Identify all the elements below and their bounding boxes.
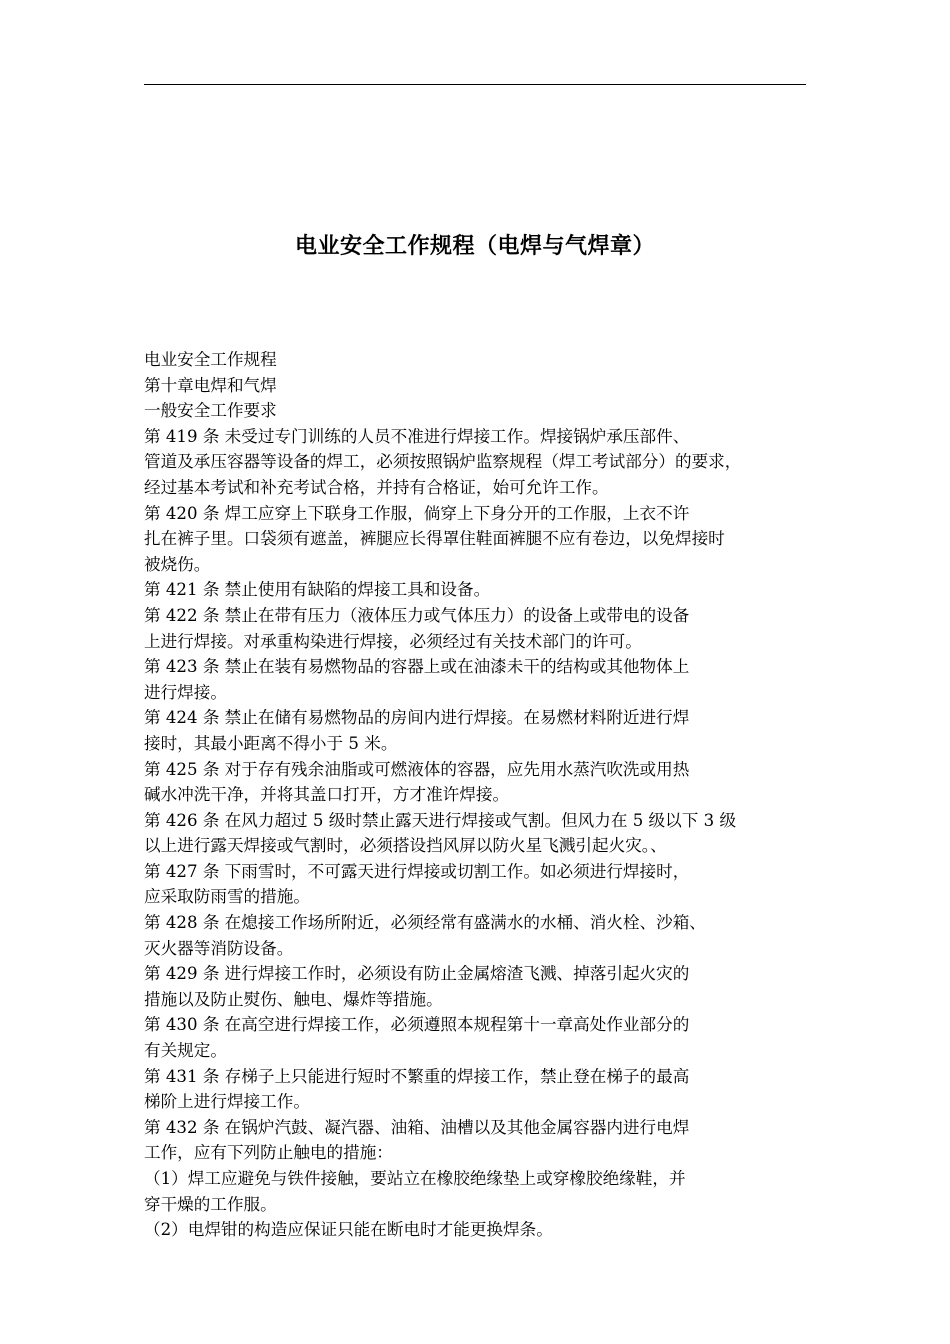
- body-line: 管道及承压容器等设备的焊工，必须按照锅炉监察规程（焊工考试部分）的要求，: [144, 452, 742, 472]
- header-rule: [144, 84, 806, 85]
- body-line: 梯阶上进行焊接工作。: [144, 1092, 310, 1112]
- body-line: 第 426 条 在风力超过 5 级时禁止露天进行焊接或气割。但风力在 5 级以下 3 级: [144, 810, 737, 830]
- body-line: 第 422 条 禁止在带有压力（液体压力或气体压力）的设备上或带电的设备: [144, 605, 690, 625]
- body-line: 措施以及防止熨伤、触电、爆炸等措施。: [144, 989, 443, 1009]
- body-line: 电业安全工作规程: [144, 350, 277, 369]
- body-line: 灭火器等消防设备。: [144, 938, 294, 958]
- body-line: 接时，其最小距离不得小于 5 米。: [144, 733, 398, 753]
- body-line: 进行焊接。: [144, 682, 227, 702]
- body-line: 第 430 条 在高空进行焊接工作，必须遵照本规程第十一章高处作业部分的: [144, 1015, 690, 1035]
- body-line: （1）焊工应避免与铁件接触，要站立在橡胶绝缘垫上或穿橡胶绝缘鞋，并: [144, 1169, 686, 1188]
- body-line: 经过基本考试和补充考试合格，并持有合格证，始可允许工作。: [144, 477, 609, 497]
- body-line: 工作，应有下列防止触电的措施：: [144, 1143, 393, 1163]
- body-line: 一般安全工作要求: [144, 401, 277, 421]
- body-line: 穿干燥的工作服。: [144, 1194, 277, 1214]
- body-line: 上进行焊接。对承重构染进行焊接，必须经过有关技术部门的许可。: [144, 631, 642, 651]
- body-line: 第 425 条 对于存有残余油脂或可燃液体的容器，应先用水蒸汽吹洗或用热: [144, 759, 690, 779]
- body-line: 第 421 条 禁止使用有缺陷的焊接工具和设备。: [144, 580, 491, 600]
- body-line: 以上进行露天焊接或气割时，必须搭设挡风屏以防火星飞溅引起火灾。、: [144, 836, 667, 856]
- body-line: 第 428 条 在熄接工作场所附近，必须经常有盛满水的水桶、消火栓、沙箱、: [144, 913, 706, 933]
- body-line: 第 423 条 禁止在装有易燃物品的容器上或在油漆未干的结构或其他物体上: [144, 657, 690, 677]
- body-line: 应采取防雨雪的措施。: [144, 887, 310, 907]
- body-line: 第十章电焊和气焊: [144, 375, 277, 395]
- body-line: 有关规定。: [144, 1041, 227, 1061]
- body-line: （2）电焊钳的构造应保证只能在断电时才能更换焊条。: [144, 1220, 553, 1240]
- document-title: 电业安全工作规程（电焊与气焊章）: [294, 234, 655, 259]
- body-line: 碱水冲洗干净，并将其盖口打开，方才准许焊接。: [144, 785, 510, 805]
- body-line: 第 431 条 存梯子上只能进行短时不繁重的焊接工作，禁止登在梯子的最高: [144, 1066, 690, 1086]
- body-line: 第 424 条 禁止在储有易燃物品的房间内进行焊接。在易燃材料附近进行焊: [144, 708, 690, 728]
- body-line: 第 419 条 未受过专门训练的人员不准进行焊接工作。焊接锅炉承压部件、: [144, 426, 690, 446]
- body-line: 第 429 条 进行焊接工作时，必须设有防止金属熔渣飞溅、掉落引起火灾的: [144, 964, 690, 984]
- body-line: 第 420 条 焊工应穿上下联身工作服，倘穿上下身分开的工作服，上衣不许: [144, 503, 690, 523]
- body-line: 被烧伤。: [144, 554, 211, 574]
- document-body: [144, 347, 814, 1243]
- body-line: 第 432 条 在锅炉汽鼓、凝汽器、油箱、油槽以及其他金属容器内进行电焊: [144, 1117, 690, 1137]
- body-line: 第 427 条 下雨雪时，不可露天进行焊接或切割工作。如必须进行焊接时，: [144, 861, 690, 881]
- body-line: 扎在裤子里。口袋须有遮盖，裤腿应长得罩住鞋面裤腿不应有卷边，以免焊接时: [144, 529, 725, 549]
